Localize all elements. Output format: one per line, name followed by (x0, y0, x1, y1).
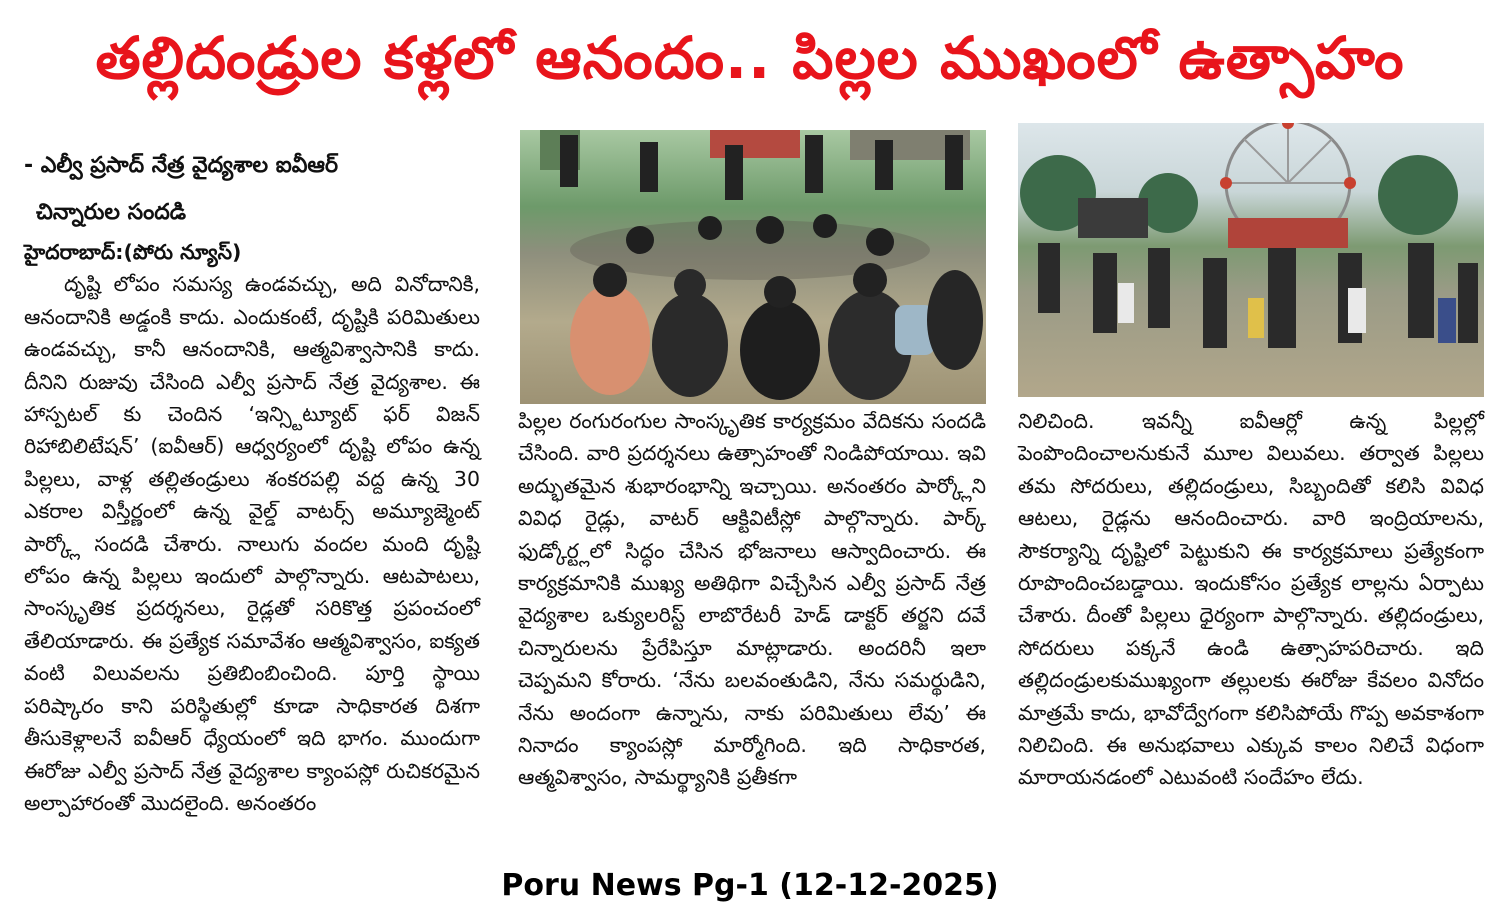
headline: తల్లిదండ్రుల కళ్లలో ఆనందం.. పిల్లల ముఖంలో ఉత్సాహం (95, 24, 1405, 92)
article-column-2 (518, 405, 986, 794)
subheading-2: చిన్నారుల సందడి (36, 200, 187, 225)
photo-children-circle (520, 130, 986, 404)
subheading: - ఎల్వీ ప్రసాద్ నేత్ర వైద్యశాల ఐవీఆర్ (24, 153, 339, 178)
article-column-3 (1018, 405, 1484, 794)
article-column-1 (24, 142, 480, 819)
photo-amusement-park (1018, 123, 1484, 397)
body-text-3: నిలిచింది. ఇవన్నీ ఐవీఆర్లో ఉన్న పిల్లల్లో పెంపొందించాలనుకునే మూల విలువలు. తర్వాత పిల్లలు తమ సోదరులు, తల్లిదండ్రులు, సిబ్బందితో కలిసి వివిధ ఆటలు, రైడ్లను ఆనందించారు. వారి ఇంద్రియాలను, సౌకర్యాన్ని దృష్టిలో పెట్టుకుని ఈ కార్యక్రమాలు ప్రత్యేకంగా రూపొందించబడ్డాయి. ఇందుకోసం ప్రత్యేక లాల్లను ఏర్పాటు చేశారు. దీంతో పిల్లలు ధైర్యంగా పాల్గొన్నారు. తల్లిదండ్రులు, సోదరులు పక్కనే ఉండి ఉత్సాహపరిచారు. ఇది తల్లిదండ్రులకుముఖ్యంగా తల్లులకు ఈరోజు కేవలం వినోదం మాత్రమే కాదు, భావోద్వేగంగా కలిసిపోయే గొప్ప అవకాశంగా నిలిచింది. ఈ అనుభవాలు ఎక్కువ కాలం నిలిచే విధంగా మారాయనడంలో ఎటువంటి సందేహం లేదు. (1018, 409, 1484, 790)
footer-source: Poru News Pg-1 (12-12-2025) (501, 868, 999, 903)
body-text-1: దృష్టి లోపం సమస్య ఉండవచ్చు, అది వినోదానికి, ఆనందానికి అడ్డంకి కాదు. ఎందుకంటే, దృష్టికి పరిమితులు ఉండవచ్చు, కానీ ఆనందానికి, ఆత్మవిశ్వాసానికి కాదు. దీనిని రుజువు చేసింది ఎల్వీ ప్రసాద్ నేత్ర వైద్యశాల. ఈ హాస్పటల్ కు చెందిన ‘ఇన్స్టిట్యూట్ ఫర్ విజన్ రిహాబిలిటేషన్’ (ఐవీఆర్) ఆధ్వర్యంలో దృష్టి లోపం ఉన్న పిల్లలు, వాళ్ల తల్లితండ్రులు శంకరపల్లి వద్ద ఉన్న 30 ఎకరాల విస్తీర్ణంలో ఉన్న వైల్డ్ వాటర్స్ అమ్యూజ్మెంట్ పార్క్లో సందడి చేశారు. నాలుగు వందల మంది దృష్టి లోపం ఉన్న పిల్లలు ఇందులో పాల్గొన్నారు. ఆటపాటలు, సాంస్కృతిక ప్రదర్శనలు, రైడ్లతో సరికొత్త ప్రపంచంలో తేలియాడారు. ఈ ప్రత్యేక సమావేశం ఆత్మవిశ్వాసం, ఐక్యత వంటి విలువలను ప్రతిబింబించింది. పూర్తి స్థాయి పరిష్కారం కాని పరిస్థితుల్లో కూడా సాధికారత దిశగా తీసుకెళ్లాలనే ఐవీఆర్ ధ్యేయంలో ఇది భాగం. ముందుగా ఈరోజు ఎల్వీ ప్రసాద్ నేత్ర వైద్యశాల క్యాంపస్లో రుచికరమైన అల్పాహారంతో మొదలైంది. అనంతరం (24, 272, 480, 815)
dateline: హైదరాబాద్:(పోరు న్యూస్) (24, 240, 242, 264)
body-text-2: పిల్లల రంగురంగుల సాంస్కృతిక కార్యక్రమం వేదికను సందడి చేసింది. వారి ప్రదర్శనలు ఉత్సాహంతో నిండిపోయాయి. ఇవి అద్భుతమైన శుభారంభాన్ని ఇచ్చాయి. అనంతరం పార్క్లోని వివిధ రైడ్లు, వాటర్ ఆక్టివిటీస్లో పాల్గొన్నారు. పార్క్ ఫుడ్కోర్ట్లలో సిద్ధం చేసిన భోజనాలు ఆస్వాదించారు. ఈ కార్యక్రమానికి ముఖ్య అతిథిగా విచ్చేసిన ఎల్వీ ప్రసాద్ నేత్ర వైద్యశాల ఒక్యులరిస్ట్ లాబొరేటరీ హెడ్ డాక్టర్ తర్జని దవే చిన్నారులను ప్రేరేపిస్తూ మాట్లాడారు. అందరినీ ఇలా చెప్పమని కోరారు. ‘నేను బలవంతుడిని, నేను సమర్థుడిని, నేను అందంగా ఉన్నాను, నాకు పరిమితులు లేవు’ ఈ నినాదం క్యాంపస్లో మార్మోగింది. ఇది సాధికారత, ఆత్మవిశ్వాసం, సామర్థ్యానికి ప్రతీకగా (518, 409, 986, 790)
